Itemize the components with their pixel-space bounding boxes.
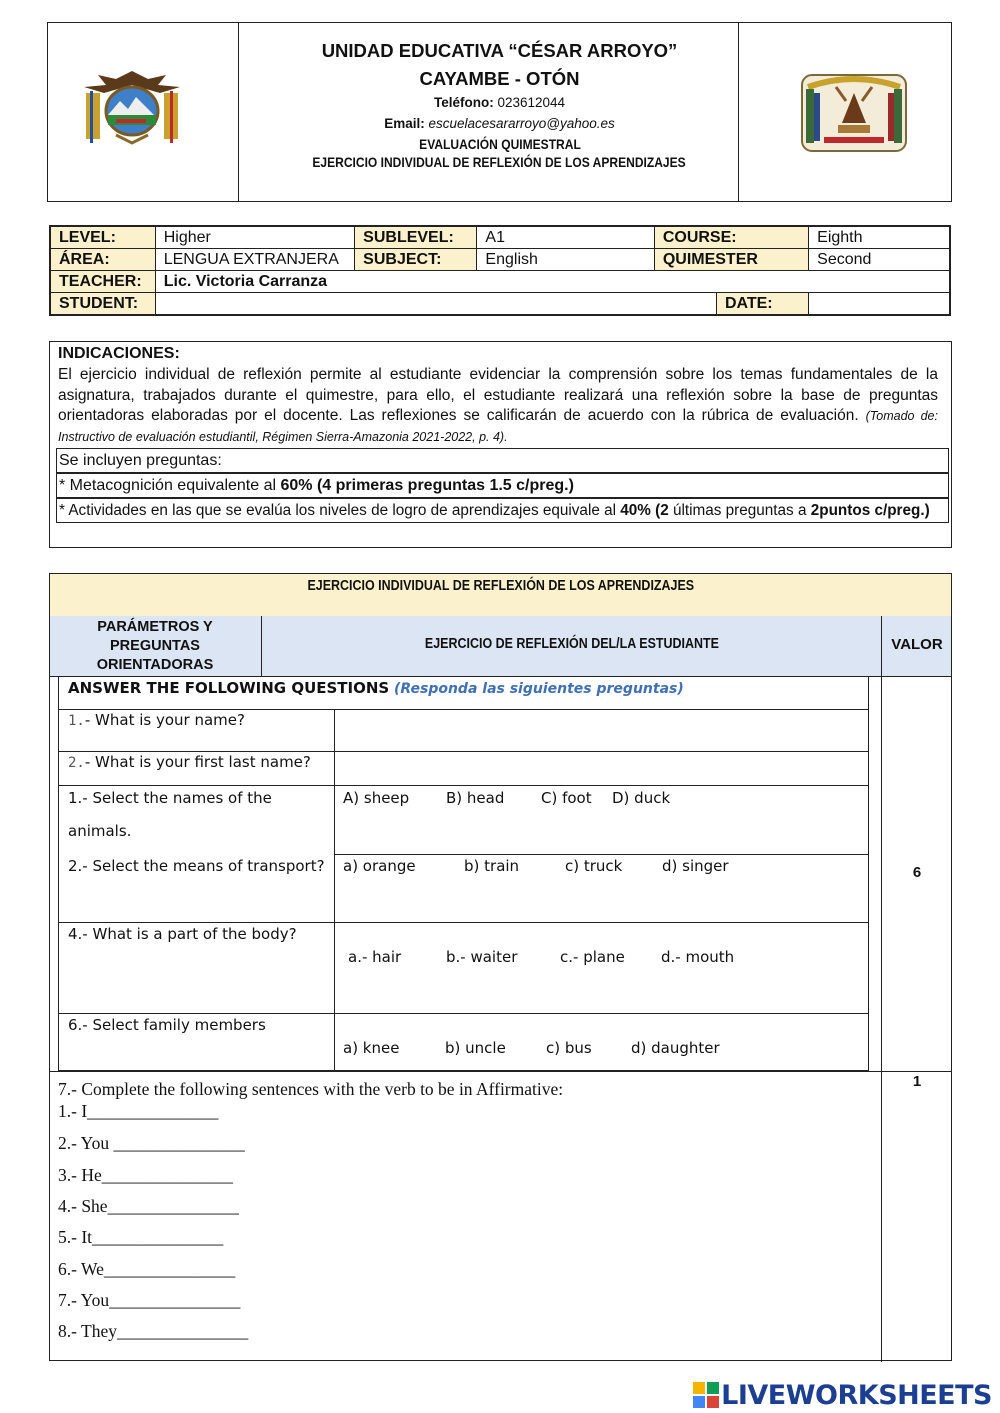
subject-label: SUBJECT: [355,249,477,271]
quimester-value: Second [809,249,950,271]
exercise-subtitle: EJERCICIO INDIVIDUAL DE REFLEXIÓN DE LOS APRENDIZAJES [312,154,687,170]
option-animals-c[interactable]: C) foot [541,789,592,807]
indications-box [49,341,952,548]
email-address: escuelacesararroyo@yahoo.es [428,116,615,131]
option-animals-a[interactable]: A) sheep [343,789,410,807]
option-body-d[interactable]: d.- mouth [661,948,735,966]
sentence-2[interactable]: 2.- You _______________ [58,1133,245,1153]
liveworksheets-icon [693,1382,719,1408]
indications-title: INDICACIONES: [58,345,180,362]
school-location: CAYAMBE - OTÓN [419,68,580,89]
area-value: LENGUA EXTRANJERA [155,249,354,271]
question-body: 4.- What is a part of the body? [68,925,297,943]
area-label: ÁREA: [50,249,155,271]
option-family-d[interactable]: d) daughter [631,1039,720,1057]
option-body-c[interactable]: c.- plane [560,948,625,966]
course-label: COURSE: [654,226,808,249]
question-name: 1.- What is your name? [68,711,245,729]
column-value: VALOR [891,636,943,653]
sentence-7[interactable]: 7.- You_______________ [58,1290,241,1310]
sublevel-label: SUBLEVEL: [355,226,477,249]
answer-name-field[interactable] [335,710,868,751]
exercise-title-bar [50,574,951,617]
value-sentences: 1 [912,1073,922,1090]
complete-sentences-title: 7.- Complete the following sentences with the verb to be in Affirmative: [58,1079,564,1099]
instruction-spanish: (Responda las siguientes preguntas) [394,681,684,697]
option-animals-d[interactable]: D) duck [612,789,671,807]
activities-row: * Actividades en las que se evalúa los niveles de logro de aprendizajes equivale al 40% (2 últimas preguntas a 2puntos c/preg.) [56,498,949,523]
sentence-6[interactable]: 6.- We_______________ [58,1259,236,1279]
option-family-c[interactable]: c) bus [546,1039,592,1057]
sentence-8[interactable]: 8.- They_______________ [58,1321,249,1341]
liveworksheets-text: LIVEWORKSHEETS [721,1379,992,1411]
student-info-table [49,225,951,316]
question-animals: 1.- Select the names of the [68,789,272,807]
level-value: Higher [155,226,354,249]
sentence-1[interactable]: 1.- I_______________ [58,1101,219,1121]
teacher-label: TEACHER: [50,271,155,293]
includes-row: Se incluyen preguntas: [56,448,949,473]
sentence-4[interactable]: 4.- She_______________ [58,1196,239,1216]
question-transport: 2.- Select the means of transport? [68,857,325,875]
document-header [47,22,952,202]
liveworksheets-logo [693,1378,992,1412]
school-seal-logo [800,73,908,153]
value-questions: 6 [912,864,922,881]
column-parameters: PARÁMETROS Y PREGUNTAS ORIENTADORAS [96,619,214,673]
option-transport-b[interactable]: b) train [464,857,520,875]
indications-body: El ejercicio individual de reflexión permite al estudiante evidenciar la comprensión sobre los temas fundamentales de la asignatura, trabajados durante el quimestre, para ello, el estudiante realizará una reflexión sobre la base de preguntas orientadoras elaboradas por el docente. Las reflexiones se calificarán de acuerdo con la rúbrica de evaluación. (Tomado de: Instructivo de evaluación estudiantil, Régimen Sierra-Amazonia 2021-2022, p. 4). [58,366,938,444]
school-name: UNIDAD EDUCATIVA “CÉSAR ARROYO” [321,40,678,61]
metacognition-row: * Metacognición equivalente al 60% (4 primeras preguntas 1.5 c/preg.) [56,473,949,498]
exercise-title: EJERCICIO INDIVIDUAL DE REFLEXIÓN DE LOS APRENDIZAJES [307,578,694,594]
date-field[interactable] [809,293,950,316]
sentence-5[interactable]: 5.- It_______________ [58,1227,224,1247]
student-label: STUDENT: [50,293,155,316]
course-value: Eighth [809,226,950,249]
quimester-label: QUIMESTER [654,249,808,271]
date-label: DATE: [716,293,808,316]
option-body-a[interactable]: a.- hair [348,948,402,966]
evaluation-title: EVALUACIÓN QUIMESTRAL [418,136,581,152]
indications-source: (Tomado de: Instructivo de evaluación estudiantil, Régimen Sierra-Amazonia 2021-2022, p. 4). [58,409,938,444]
sentence-3[interactable]: 3.- He_______________ [58,1165,233,1185]
column-reflection: EJERCICIO DE REFLEXIÓN DEL/LA ESTUDIANTE [424,636,719,652]
question-last-name: 2.- What is your first last name? [68,753,311,771]
option-body-b[interactable]: b.- waiter [446,948,518,966]
instruction-line [68,679,684,697]
level-label: LEVEL: [50,226,155,249]
question-family: 6.- Select family members [68,1016,266,1034]
option-transport-a[interactable]: a) orange [343,857,416,875]
subject-value: English [477,249,654,271]
option-transport-c[interactable]: c) truck [565,857,623,875]
option-transport-d[interactable]: d) singer [662,857,729,875]
email-label: Email: [384,116,425,131]
questions-table [58,676,869,1071]
column-header-row [50,616,951,677]
instruction-text: ANSWER THE FOLLOWING QUESTIONS [68,679,390,697]
student-name-field[interactable] [155,293,716,316]
phone-label: Teléfono: [433,95,494,110]
teacher-value: Lic. Victoria Carranza [155,271,950,293]
option-animals-b[interactable]: B) head [446,789,505,807]
option-family-a[interactable]: a) knee [343,1039,400,1057]
answer-last-name-field[interactable] [335,752,868,785]
option-family-b[interactable]: b) uncle [445,1039,506,1057]
sublevel-value: A1 [477,226,654,249]
exercise-table [49,573,952,1361]
phone-number: 023612044 [497,95,566,110]
question-animals-line2: animals. [68,822,132,840]
